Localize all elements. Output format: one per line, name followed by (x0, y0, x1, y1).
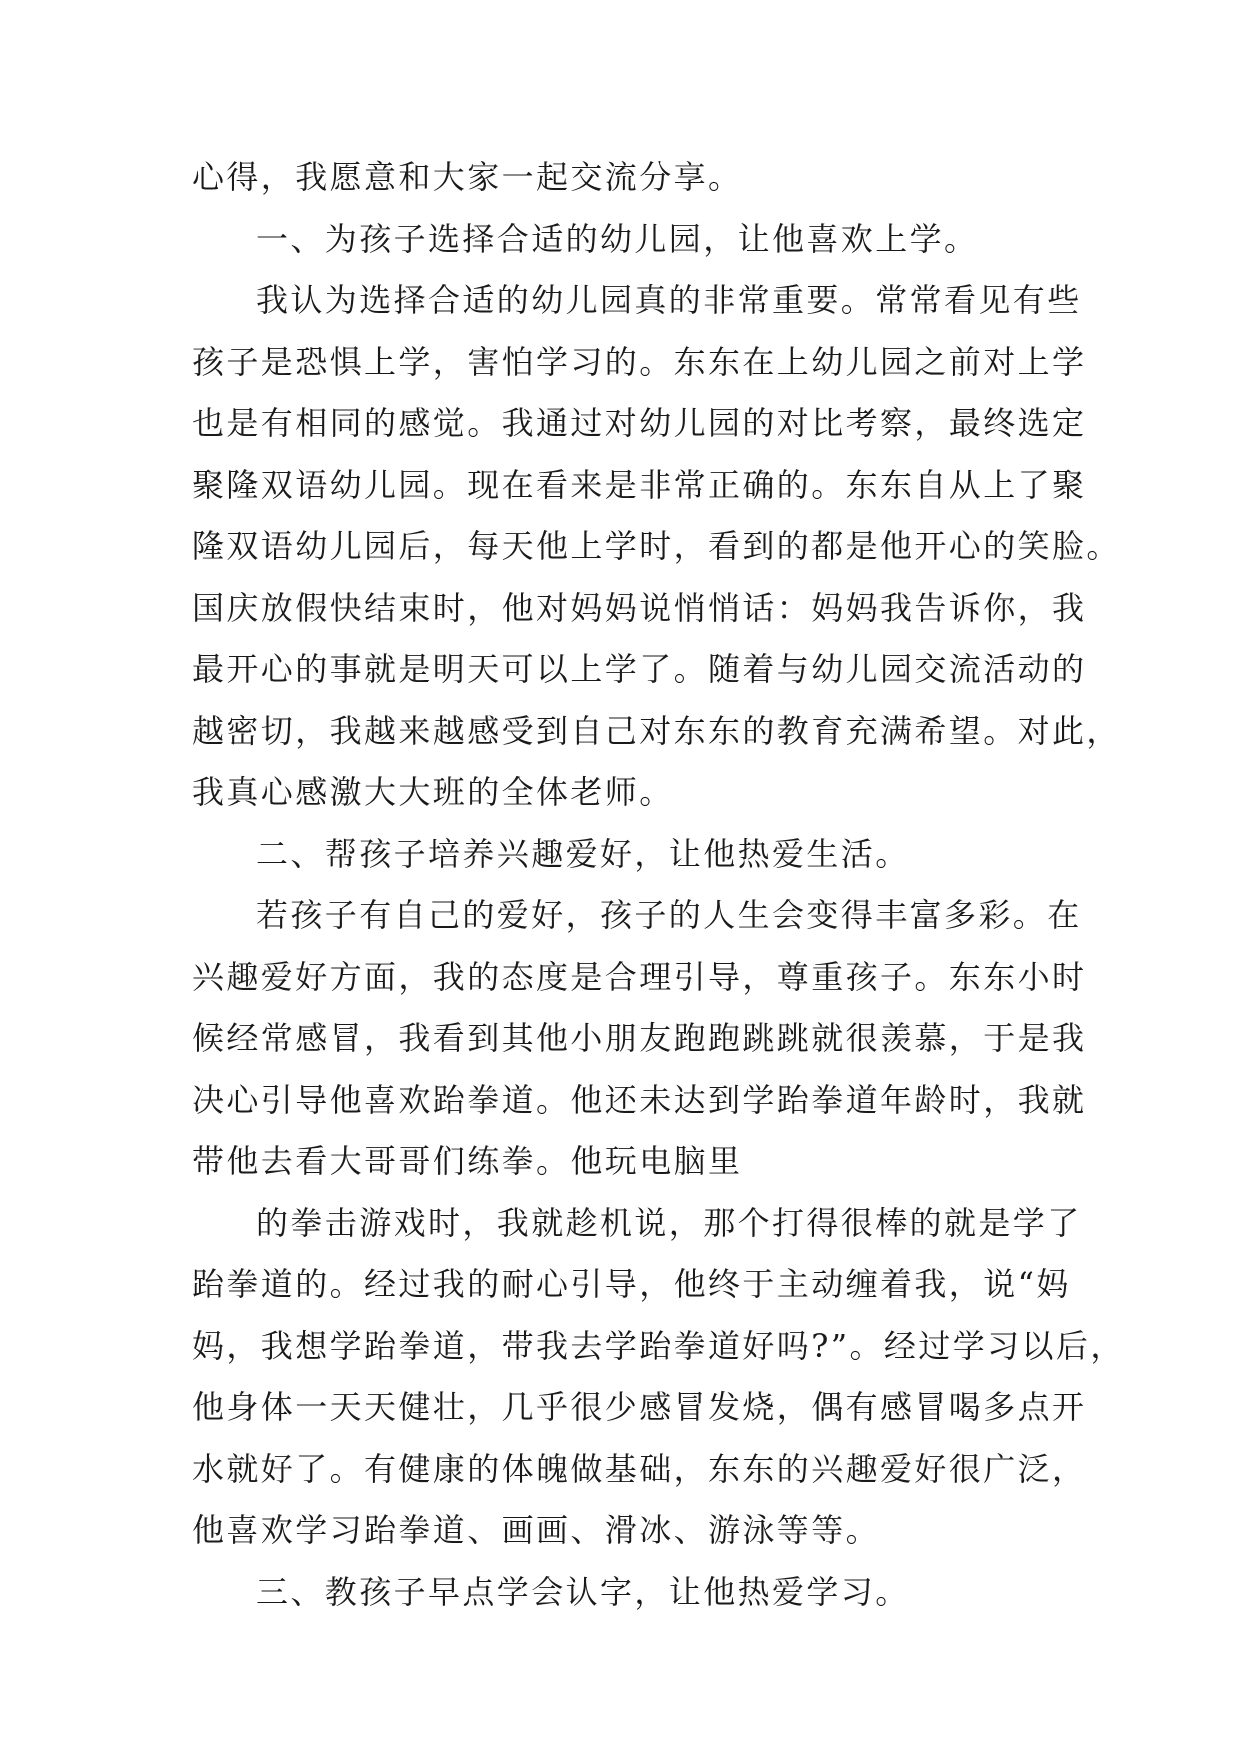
text-line: 三、教孩子早点学会认字，让他热爱学习。 (256, 1572, 910, 1611)
text-line: 孩子是恐惧上学，害怕学习的。东东在上幼儿园之前对上学 (192, 342, 1087, 381)
text-line: 兴趣爱好方面，我的态度是合理引导，尊重孩子。东东小时 (192, 957, 1087, 996)
text-line: 他喜欢学习跆拳道、画画、滑冰、游泳等等。 (192, 1511, 881, 1549)
text-line: 的拳击游戏时，我就趁机说，那个打得很棒的就是学了 (256, 1203, 1082, 1242)
text-line: 候经常感冒，我看到其他小朋友跑跑跳跳就很羡慕，于是我 (192, 1019, 1087, 1057)
text-line: 妈，我想学跆拳道，带我去学跆拳道好吗?”。经过学习以后， (192, 1326, 1125, 1365)
text-line: 带他去看大哥哥们练拳。他玩电脑里 (192, 1142, 743, 1180)
text-line: 我真心感激大大班的全体老师。 (192, 773, 674, 811)
text-line: 隆双语幼儿园后，每天他上学时，看到的都是他开心的笑脸。 (192, 527, 1121, 565)
text-line: 越密切，我越来越感受到自己对东东的教育充满希望。对此， (192, 711, 1121, 750)
text-line: 国庆放假快结束时，他对妈妈说悄悄话：妈妈我告诉你，我 (192, 588, 1087, 627)
text-line: 我认为选择合适的幼儿园真的非常重要。常常看见有些 (256, 281, 1082, 319)
text-line: 聚隆双语幼儿园。现在看来是非常正确的。东东自从上了聚 (192, 465, 1087, 504)
document-body (192, 147, 1125, 1623)
text-line: 也是有相同的感觉。我通过对幼儿园的对比考察，最终选定 (192, 404, 1087, 442)
text-line: 一、为孩子选择合适的幼儿园，让他喜欢上学。 (256, 219, 979, 258)
text-line: 最开心的事就是明天可以上学了。随着与幼儿园交流活动的 (192, 650, 1087, 688)
text-line: 跆拳道的。经过我的耐心引导，他终于主动缠着我，说“妈 (192, 1265, 1071, 1303)
text-line: 他身体一天天健壮，几乎很少感冒发烧，偶有感冒喝多点开 (192, 1388, 1087, 1426)
text-line: 心得，我愿意和大家一起交流分享。 (192, 158, 743, 196)
text-line: 水就好了。有健康的体魄做基础，东东的兴趣爱好很广泛， (192, 1449, 1087, 1488)
text-line: 若孩子有自己的爱好，孩子的人生会变得丰富多彩。在 (256, 896, 1082, 934)
text-line: 决心引导他喜欢跆拳道。他还未达到学跆拳道年龄时，我就 (192, 1080, 1087, 1119)
text-line: 二、帮孩子培养兴趣爱好，让他热爱生活。 (256, 834, 910, 873)
